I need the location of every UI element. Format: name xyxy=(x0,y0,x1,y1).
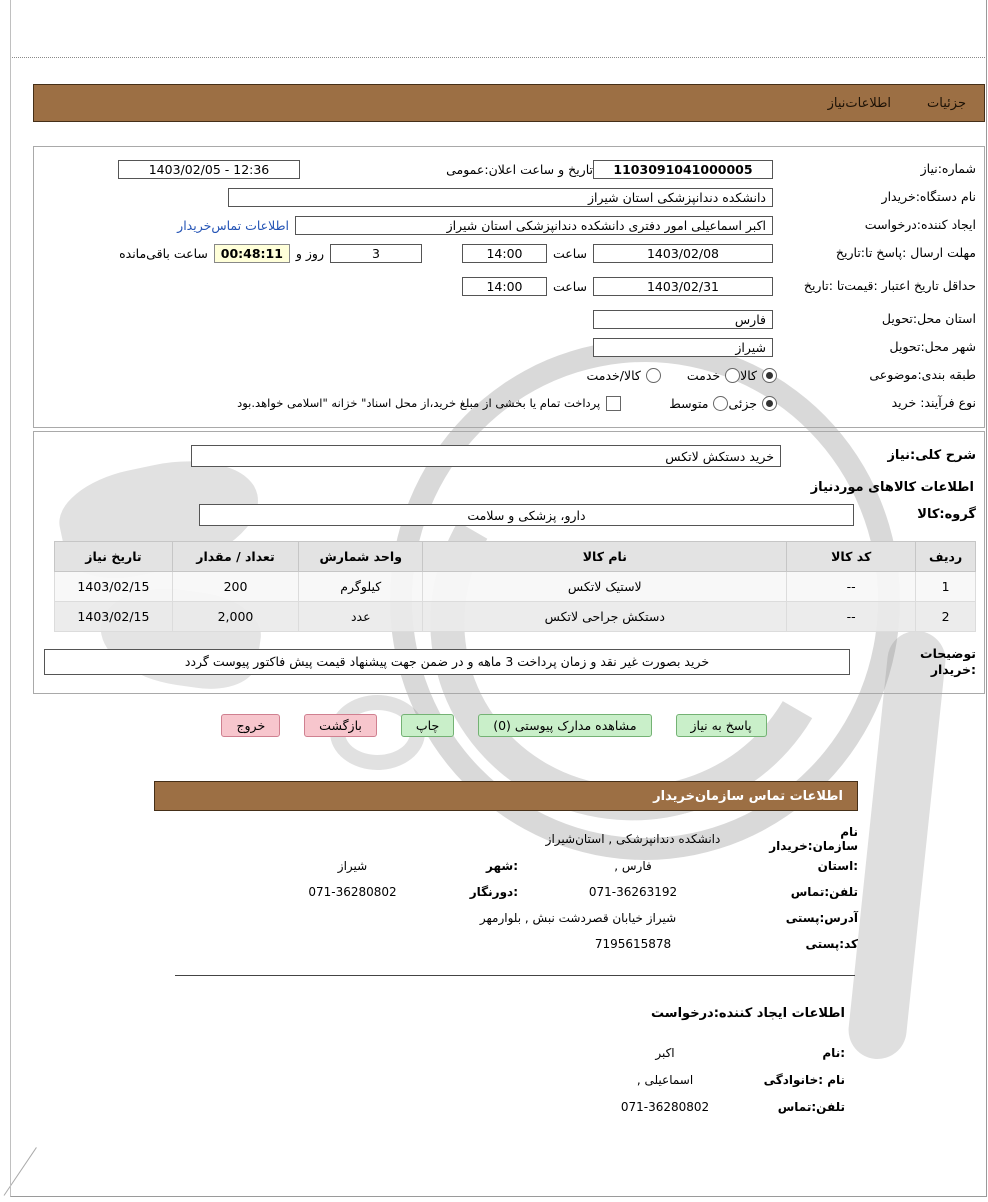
col-unit: واحد شمارش xyxy=(299,542,423,572)
items-header-row xyxy=(55,542,976,572)
goods-radio-label: کالا xyxy=(740,367,757,383)
cell-quantity: 2,000 xyxy=(172,602,298,632)
last-name-label: نام :خانوادگی xyxy=(763,1072,845,1087)
treasury-note: پرداخت تمام یا بخشی از مبلغ خرید،از محل اسناد" خزانه "اسلامی خواهد.بود xyxy=(237,396,601,410)
top-divider xyxy=(12,57,985,58)
contact-row-phone-fax xyxy=(142,879,858,905)
price-validity-time-field[interactable]: 14:00 xyxy=(462,277,547,296)
cell-need-date: 1403/02/15 xyxy=(55,572,173,602)
buyer-notes-label xyxy=(898,646,976,677)
request-creator-label: ایجاد کننده:درخواست xyxy=(864,216,976,232)
medium-radio[interactable] xyxy=(713,396,728,411)
buyer-contact-section xyxy=(142,825,858,957)
delivery-city-field[interactable]: شیراز xyxy=(593,338,773,357)
need-info-form xyxy=(33,146,985,428)
row-buyer-notes xyxy=(42,646,976,677)
cell-quantity: 200 xyxy=(172,572,298,602)
buyer-contact-header: اطلاعات تماس سازمان‌خریدار xyxy=(154,781,858,811)
cell-need-date: 1403/02/15 xyxy=(55,602,173,632)
postal-code-label: کد:پستی xyxy=(805,937,858,952)
tab-need-info[interactable]: اطلاعات‌نیاز xyxy=(827,95,892,111)
item-row xyxy=(55,572,976,602)
delivery-province-field[interactable]: فارس xyxy=(593,310,773,329)
creator-phone-value: 071-36280802 xyxy=(620,1099,710,1114)
buyer-contact-link[interactable]: اطلاعات تماس‌خریدار xyxy=(177,217,289,233)
goods-service-radio-label: کالا/خدمت xyxy=(586,367,641,383)
days-label: روز و xyxy=(295,245,324,261)
province-value: فارس , xyxy=(614,859,652,874)
hour-label: ساعت xyxy=(552,245,587,261)
row-delivery-province xyxy=(42,305,976,333)
need-number-field[interactable]: 1103091041000005 xyxy=(593,160,773,179)
back-button[interactable]: بازگشت xyxy=(304,714,377,737)
need-summary-label: شرح کلی:نیاز xyxy=(887,447,976,463)
delivery-city-label: شهر محل:تحویل xyxy=(889,338,976,354)
view-attachments-button[interactable]: مشاهده مدارک پیوستی (0) xyxy=(478,714,651,737)
need-summary-field[interactable]: خرید دستکش لاتکس xyxy=(191,445,781,467)
tab-details[interactable]: جزئیات xyxy=(927,95,966,111)
row-need-summary xyxy=(42,442,976,470)
reply-deadline-date-field[interactable]: 1403/02/08 xyxy=(593,244,773,263)
row-subject-category xyxy=(42,361,976,389)
buyer-notes-label-line1: توضیحات xyxy=(920,646,976,661)
announce-datetime-field[interactable]: 1403/02/05 - 12:36 xyxy=(118,160,300,179)
goods-group-field[interactable]: دارو، پزشکی و سلامت xyxy=(199,504,854,526)
cell-row-number: 1 xyxy=(916,572,976,602)
cell-item-code: -- xyxy=(787,602,916,632)
row-goods-group xyxy=(42,501,976,529)
postal-code-value: 7195615878 xyxy=(594,937,672,952)
goods-info-heading: اطلاعات کالاهای موردنیاز xyxy=(810,480,974,495)
row-price-validity xyxy=(42,267,976,305)
reply-deadline-label: مهلت ارسال :پاسخ تا:تاریخ xyxy=(835,244,976,260)
col-quantity: تعداد / مقدار xyxy=(172,542,298,572)
section-tabbar xyxy=(33,84,985,122)
service-radio-label: خدمت xyxy=(686,367,721,383)
row-request-creator xyxy=(42,211,976,239)
fax-value: 071-36280802 xyxy=(308,885,397,900)
goods-radio[interactable] xyxy=(762,368,777,383)
reply-deadline-time-field[interactable]: 14:00 xyxy=(462,244,547,263)
contact-row-postal-code xyxy=(142,931,858,957)
print-button[interactable]: چاپ xyxy=(401,714,454,737)
first-name-value: اکبر xyxy=(655,1045,675,1060)
cell-item-code: -- xyxy=(787,572,916,602)
delivery-province-label: استان محل:تحویل xyxy=(881,310,976,326)
price-validity-label: حداقل تاریخ اعتبار :قیمت‌تا :تاریخ xyxy=(803,277,976,293)
request-creator-section xyxy=(0,1039,845,1120)
row-process-type xyxy=(42,389,976,417)
remaining-time-counter: 00:48:11 xyxy=(214,244,290,263)
treasury-checkbox[interactable] xyxy=(606,396,621,411)
item-row xyxy=(55,602,976,632)
section-divider xyxy=(175,975,855,976)
col-need-date: تاریخ نیاز xyxy=(55,542,173,572)
exit-button[interactable]: خروج xyxy=(221,714,280,737)
buyer-notes-label-line2: :خریدار xyxy=(930,661,976,677)
row-reply-deadline xyxy=(42,239,976,267)
goods-service-radio[interactable] xyxy=(646,368,661,383)
postal-address-label: آدرس:پستی xyxy=(785,911,858,926)
first-name-label: :نام xyxy=(822,1045,845,1060)
org-name-label: نام سازمان:خریدار xyxy=(769,825,858,854)
phone-label: تلفن:تماس xyxy=(790,885,858,900)
goods-group-label: گروه:کالا xyxy=(917,506,976,522)
remaining-days-field[interactable]: 3 xyxy=(330,244,422,263)
category-option-goods-service xyxy=(586,368,660,383)
items-table xyxy=(54,541,976,632)
price-validity-date-field[interactable]: 1403/02/31 xyxy=(593,277,773,296)
cell-row-number: 2 xyxy=(916,602,976,632)
cell-unit: عدد xyxy=(299,602,423,632)
medium-radio-label: متوسط xyxy=(669,395,709,411)
need-number-label: شماره:نیاز xyxy=(920,160,976,176)
subject-category-label: طبقه بندی:موضوعی xyxy=(869,366,976,382)
cell-item-name: لاستیک لاتکس xyxy=(423,572,787,602)
col-row-number: ردیف xyxy=(916,542,976,572)
category-option-service xyxy=(687,368,740,383)
phone-value: 071-36263192 xyxy=(588,885,678,900)
request-creator-heading: اطلاعات ایجاد کننده:درخواست xyxy=(651,1006,845,1022)
process-type-label: نوع فرآیند: خرید xyxy=(891,394,976,410)
org-name-value: دانشکده دندانپزشکی , استان‌شیراز xyxy=(545,832,721,847)
city-value: شیراز xyxy=(337,859,368,874)
creator-phone-label: تلفن:تماس xyxy=(777,1099,845,1114)
col-item-name: نام کالا xyxy=(423,542,787,572)
col-item-code: کد کالا xyxy=(787,542,916,572)
buyer-org-label: نام دستگاه:خریدار xyxy=(881,188,976,204)
hour-label: ساعت xyxy=(552,278,587,294)
process-option-medium xyxy=(669,396,728,411)
contact-row-province-city xyxy=(142,853,858,879)
creator-row-phone xyxy=(0,1093,845,1120)
corner-mark xyxy=(4,1147,37,1196)
row-need-number xyxy=(42,155,976,183)
need-detail-section xyxy=(33,431,985,694)
last-name-value: اسماعیلی , xyxy=(636,1072,694,1087)
postal-address-value: شیراز خیابان قصردشت نبش , بلوارمهر xyxy=(479,911,677,926)
creator-row-family xyxy=(0,1066,845,1093)
minor-radio-label: جزئی xyxy=(728,395,757,411)
buyer-org-field[interactable]: دانشکده دندانپزشکی استان شیراز xyxy=(228,188,773,207)
fax-label: :دورنگار xyxy=(469,885,518,900)
service-radio[interactable] xyxy=(725,368,740,383)
action-buttons xyxy=(0,714,988,737)
province-label: :استان xyxy=(817,859,858,874)
remaining-label: ساعت باقی‌مانده xyxy=(119,245,208,261)
row-buyer-org xyxy=(42,183,976,211)
cell-unit: کیلوگرم xyxy=(299,572,423,602)
contact-row-address xyxy=(142,905,858,931)
category-option-goods xyxy=(740,368,777,383)
minor-radio[interactable] xyxy=(762,396,777,411)
contact-row-org xyxy=(142,825,858,853)
announce-label: تاریخ و ساعت اعلان:عمومی xyxy=(446,161,593,177)
request-creator-field[interactable]: اکبر اسماعیلی امور دفتری دانشکده دندانپزشکی استان شیراز xyxy=(295,216,773,235)
city-label: :شهر xyxy=(486,859,518,874)
process-option-minor xyxy=(728,396,777,411)
reply-to-need-button[interactable]: پاسخ به نیاز xyxy=(676,714,767,737)
cell-item-name: دستکش جراحی لاتکس xyxy=(423,602,787,632)
creator-row-name xyxy=(0,1039,845,1066)
buyer-notes-field[interactable]: خرید بصورت غیر نقد و زمان پرداخت 3 ماهه و در ضمن جهت پیشنهاد قیمت پیش فاکتور پیوست گردد xyxy=(44,649,850,675)
row-delivery-city xyxy=(42,333,976,361)
